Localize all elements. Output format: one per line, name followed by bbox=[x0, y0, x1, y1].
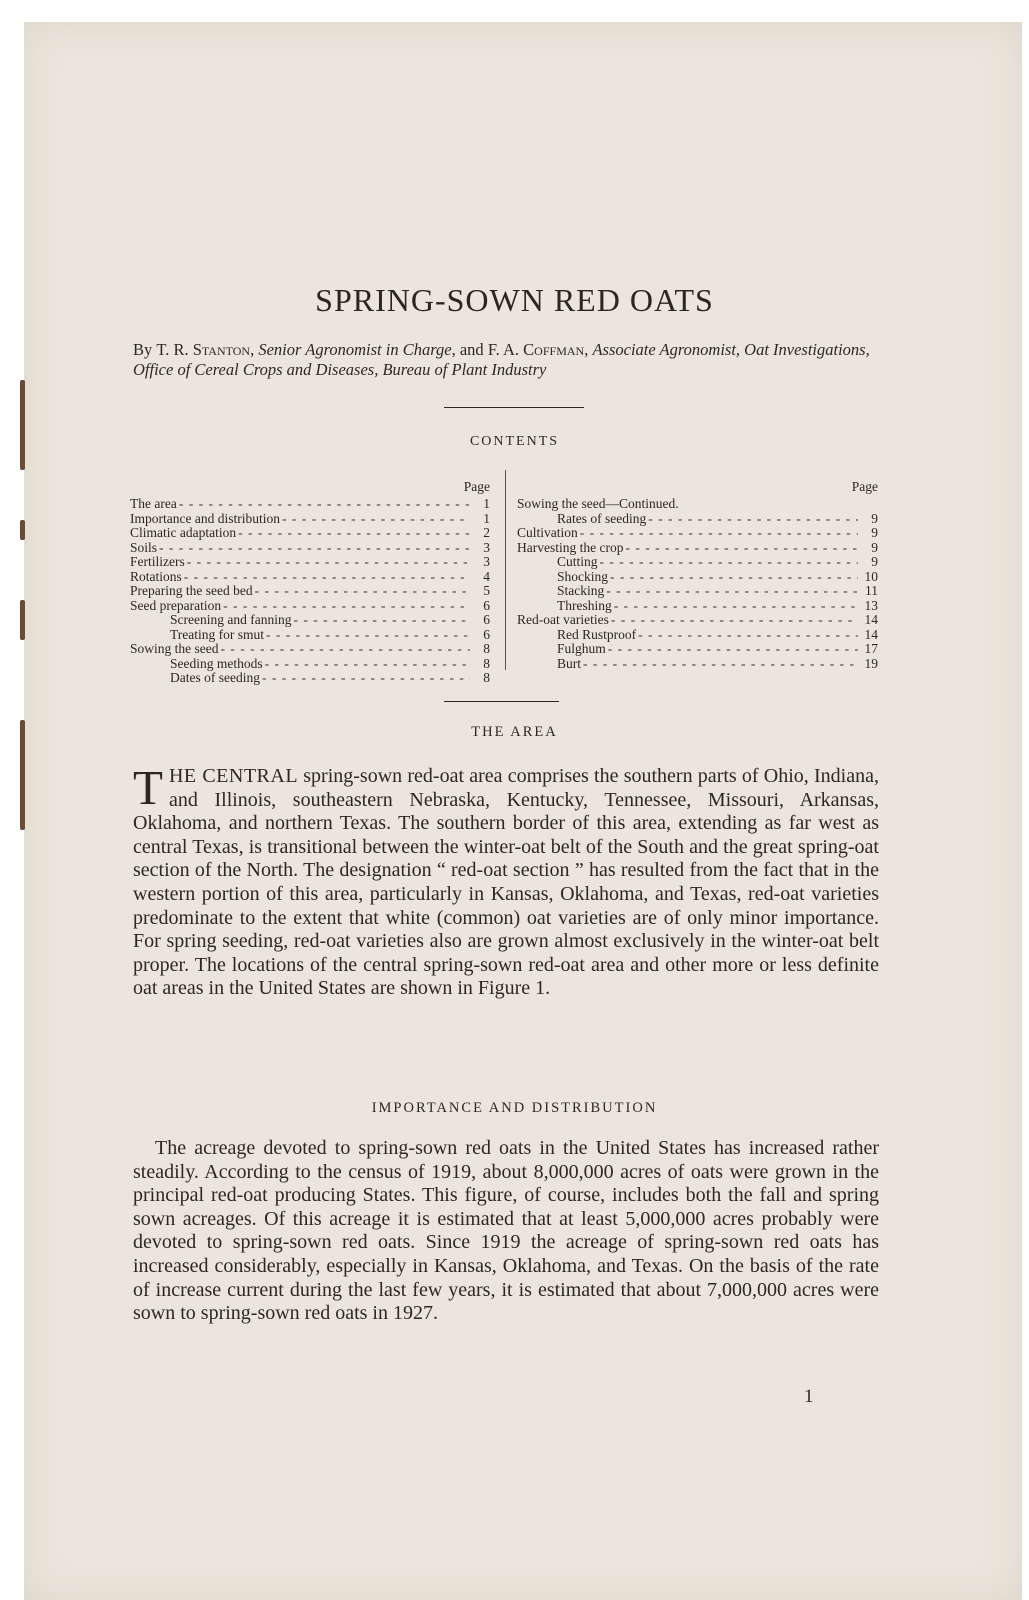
toc-entry-page: 8 bbox=[483, 641, 490, 656]
toc-entry bbox=[517, 541, 878, 556]
binding-thread bbox=[20, 380, 26, 850]
toc-entry-page: 9 bbox=[871, 525, 878, 540]
toc-entry-page: 3 bbox=[483, 539, 490, 555]
toc-entry bbox=[130, 570, 490, 585]
toc-entry-page: 19 bbox=[864, 655, 878, 671]
area-paragraph: THE CENTRAL spring-sown red-oat area comprises the southern parts of Ohio, Indiana, and Illinois, southeastern Nebraska, Kentucky, Tennessee, Missouri, Arkansas, Oklahoma, and northern Texas. The southern border of this area, extending as far west as central Texas, is transitional between the winter-oat belt of the South and the great spring-oat section of the North. The designation “ red-oat section ” has resulted from the fact that in the western portion of this area, particularly in Kansas, Oklahoma, and Texas, red-oat varieties predominate to the extent that white (common) oat varieties are of only minor importance. For spring seeding, red-oat varieties also are grown almost exclusively in the winter-oat belt proper. The locations of the central spring-sown red-oat area and other more or less definite oat areas in the United States are shown in Figure 1. bbox=[133, 760, 879, 1000]
toc-entry-label: Burt bbox=[557, 655, 582, 671]
page-title: SPRING-SOWN RED OATS bbox=[315, 282, 714, 318]
toc-leader bbox=[293, 613, 470, 628]
toc-entry-page: 5 bbox=[483, 583, 490, 598]
author-role: Senior Agronomist in Charge bbox=[258, 340, 452, 359]
toc-leader bbox=[580, 526, 858, 541]
toc-entry-label: Threshing bbox=[557, 597, 612, 613]
toc-entry-label: Red Rustproof bbox=[557, 626, 637, 642]
toc-entry bbox=[130, 671, 490, 686]
toc-entry bbox=[517, 657, 878, 672]
toc-entry bbox=[130, 628, 490, 643]
toc-entry-label: Soils bbox=[130, 539, 158, 555]
toc-entry bbox=[130, 555, 490, 570]
toc-entry-label: Fulghum bbox=[557, 641, 606, 656]
toc-leader bbox=[610, 570, 858, 585]
author-name: T. R. Stanton bbox=[156, 340, 251, 359]
toc-entry bbox=[517, 570, 878, 585]
toc-entry-label: Shocking bbox=[557, 568, 609, 584]
toc-entry-label: Stacking bbox=[557, 583, 605, 598]
toc-entry-label: Treating for smut bbox=[170, 626, 264, 642]
toc-entry bbox=[130, 642, 490, 657]
toc-entry-page: 3 bbox=[483, 554, 490, 569]
toc-leader bbox=[223, 599, 470, 614]
toc-leader bbox=[238, 526, 470, 541]
toc-leader bbox=[266, 628, 470, 643]
toc-entry-page: 1 bbox=[483, 496, 490, 511]
toc-leader bbox=[625, 541, 858, 556]
toc-entry bbox=[130, 497, 490, 512]
page-number: 1 bbox=[804, 1386, 814, 1407]
toc-leader bbox=[606, 584, 858, 599]
toc-entry bbox=[130, 512, 490, 527]
toc-entry-label: Cutting bbox=[557, 554, 598, 569]
toc-entry bbox=[517, 497, 878, 512]
toc-leader bbox=[255, 584, 470, 599]
toc-leader bbox=[648, 512, 858, 527]
author-name: F. A. Coffman bbox=[487, 340, 585, 359]
divider-rule bbox=[444, 407, 584, 408]
toc-entry-page: 9 bbox=[871, 554, 878, 569]
toc-entry-label: Red-oat varieties bbox=[517, 612, 609, 627]
toc-entry-page: 2 bbox=[483, 525, 490, 540]
importance-paragraph: The acreage devoted to spring-sown red oats in the United States has increased rather steadily. According to the census of 1919, about 8,000,000 acres of oats were grown in the principal red-oat producing States. This figure, of course, includes both the fall and spring sown acreages. Of this acreage it is estimated that at least 5,000,000 acres probably were devoted to spring-sown red oats. Since 1919 the acreage of spring-sown red oats has increased considerably, especially in Kansas, Oklahoma, and Texas. On the basis of the rate of increase current during the last few years, it is estimated that about 7,000,000 acres were sown to spring-sown red oats in 1927. bbox=[133, 1137, 879, 1325]
toc-entry-label: Seed preparation bbox=[130, 597, 222, 613]
toc-entry-label: Importance and distribution bbox=[130, 510, 280, 526]
toc-entry-page: 9 bbox=[871, 510, 878, 526]
author-role: Associate Agronomist, Oat Investigations, Office of Cereal Crops and Diseases, Bureau of Plant Industry bbox=[133, 340, 870, 379]
toc-entry bbox=[130, 599, 490, 614]
toc-leader bbox=[221, 642, 471, 657]
toc-entry-page: 4 bbox=[483, 568, 490, 584]
toc-entry-page: 6 bbox=[483, 597, 490, 613]
toc-entry-page: 8 bbox=[483, 670, 490, 685]
toc-entry-label: Screening and fanning bbox=[170, 612, 292, 627]
toc-leader bbox=[184, 570, 470, 585]
toc-leader bbox=[187, 555, 470, 570]
section-heading-importance: IMPORTANCE AND DISTRIBUTION bbox=[371, 1100, 658, 1116]
toc-left-column bbox=[130, 480, 490, 686]
toc-entry-label: Climatic adaptation bbox=[130, 525, 237, 540]
toc-entry-label: Preparing the seed bed bbox=[130, 583, 253, 598]
toc-entry-page: 14 bbox=[864, 612, 878, 627]
toc-right-column bbox=[517, 480, 878, 671]
toc-entry bbox=[517, 584, 878, 599]
toc-entry-label: Sowing the seed—Continued. bbox=[517, 496, 679, 511]
divider-rule bbox=[444, 701, 559, 702]
toc-leader bbox=[608, 642, 858, 657]
toc-entry bbox=[517, 526, 878, 541]
drop-cap: T bbox=[133, 760, 163, 815]
toc-entry-label: Cultivation bbox=[517, 525, 578, 540]
toc-page-label: Page bbox=[851, 479, 878, 494]
toc-entry-label: Harvesting the crop bbox=[517, 539, 624, 555]
toc-entry bbox=[517, 512, 878, 527]
toc-entry-page: 14 bbox=[864, 626, 878, 642]
toc-entry-label: Rates of seeding bbox=[557, 510, 647, 526]
toc-leader bbox=[600, 555, 858, 570]
toc-leader bbox=[282, 512, 470, 527]
toc-entry-page: 6 bbox=[483, 612, 490, 627]
toc-entry-label: Rotations bbox=[130, 568, 182, 584]
toc-entry-page: 10 bbox=[864, 568, 878, 584]
toc-entry bbox=[130, 613, 490, 628]
toc-entry bbox=[130, 541, 490, 556]
toc-entry bbox=[130, 657, 490, 672]
toc-entry-label: Seeding methods bbox=[170, 655, 263, 671]
toc-page-label: Page bbox=[463, 479, 490, 494]
toc-leader bbox=[611, 613, 858, 628]
section-heading-area: THE AREA bbox=[471, 724, 558, 740]
toc-leader bbox=[614, 599, 858, 614]
toc-entry-label: Sowing the seed bbox=[130, 641, 219, 656]
toc-entry bbox=[517, 599, 878, 614]
toc-entry-page: 6 bbox=[483, 626, 490, 642]
toc-leader bbox=[638, 628, 858, 643]
toc-leader bbox=[265, 657, 470, 672]
toc-entry-label: Dates of seeding bbox=[170, 670, 260, 685]
toc-entry bbox=[517, 613, 878, 628]
byline: By T. R. Stanton, Senior Agronomist in Charge, and F. A. Coffman, Associate Agronomist, Oat Investigations, Office of Cereal Crops and Diseases, Bureau of Plant Industry bbox=[133, 340, 870, 379]
toc-entry-label: The area bbox=[130, 496, 177, 511]
toc-entry bbox=[517, 628, 878, 643]
toc-entry-page: 1 bbox=[483, 510, 490, 526]
toc-entry-page: 17 bbox=[864, 641, 878, 656]
contents-heading: CONTENTS bbox=[469, 434, 560, 449]
toc-entry-page: 11 bbox=[865, 583, 878, 598]
toc-entry-label: Fertilizers bbox=[130, 554, 185, 569]
toc-entry bbox=[130, 584, 490, 599]
toc-leader bbox=[159, 541, 470, 556]
toc-entry-page: 9 bbox=[871, 539, 878, 555]
toc-entry bbox=[517, 555, 878, 570]
toc-entry bbox=[517, 642, 878, 657]
toc-column-divider bbox=[505, 470, 506, 670]
toc-leader bbox=[583, 657, 858, 672]
toc-leader bbox=[262, 671, 470, 686]
toc-entry-page: 8 bbox=[483, 655, 490, 671]
toc-entry bbox=[130, 526, 490, 541]
toc-entry-page: 13 bbox=[864, 597, 878, 613]
toc-leader bbox=[179, 497, 470, 512]
